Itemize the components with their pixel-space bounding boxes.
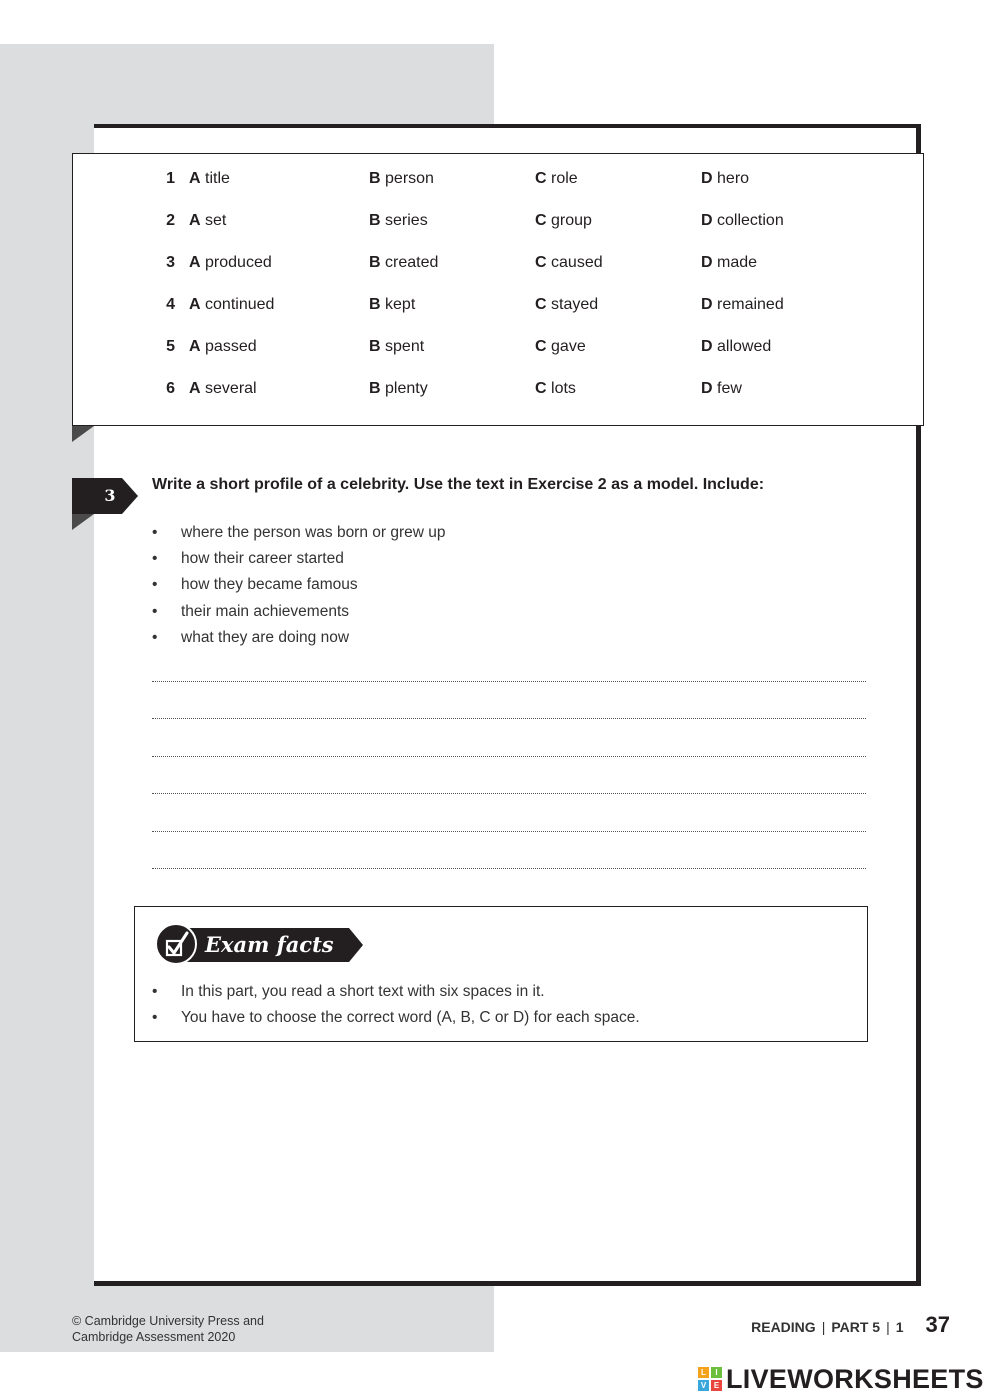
answer-line[interactable] [152, 756, 866, 757]
question-number: 2 [166, 212, 175, 229]
list-item: • what they are doing now [152, 625, 446, 651]
exam-facts-title: Exam facts [205, 932, 334, 957]
answer-line[interactable] [152, 868, 866, 869]
liveworksheets-logo[interactable] [698, 1364, 984, 1394]
list-item: • In this part, you read a short text with six spaces in it. [152, 979, 640, 1005]
answer-option[interactable]: B series [369, 212, 428, 229]
logo-tile: I [711, 1367, 722, 1378]
answer-option[interactable]: A title [189, 170, 230, 187]
list-item: • their main achievements [152, 599, 446, 625]
page-footer [751, 1312, 950, 1342]
exam-facts-banner [157, 927, 369, 965]
list-item: • how their career started [152, 546, 446, 572]
question-number: 5 [166, 338, 175, 355]
answer-line[interactable] [152, 718, 866, 719]
answer-option[interactable]: A several [189, 380, 257, 397]
answer-option[interactable]: B plenty [369, 380, 428, 397]
answer-option[interactable]: D few [701, 380, 742, 397]
copyright-notice: © Cambridge University Press and Cambridge Assessment 2020 [72, 1314, 264, 1344]
question-number: 4 [166, 296, 175, 313]
options-fold-corner [72, 426, 94, 442]
table-row [73, 209, 923, 233]
table-row [73, 377, 923, 401]
logo-tile: E [711, 1380, 722, 1391]
answer-option[interactable]: B spent [369, 338, 425, 355]
table-row [73, 335, 923, 359]
question-number: 6 [166, 380, 175, 397]
answer-option[interactable]: A passed [189, 338, 257, 355]
table-row [73, 251, 923, 275]
answer-option[interactable]: D remained [701, 296, 784, 313]
options-table [72, 153, 924, 426]
page-number: 37 [925, 1312, 950, 1337]
answer-line[interactable] [152, 681, 866, 682]
exam-facts-list [152, 979, 640, 1031]
list-item: • where the person was born or grew up [152, 520, 446, 546]
answer-option[interactable]: D hero [701, 170, 750, 187]
answer-option[interactable]: C gave [535, 338, 586, 355]
exercise-fold-corner [72, 514, 94, 530]
section-label: READING | PART 5 | 1 [751, 1319, 904, 1335]
answer-option[interactable]: B kept [369, 296, 416, 313]
answer-option[interactable]: D collection [701, 212, 784, 229]
table-row [73, 167, 923, 191]
answer-option[interactable]: C role [535, 170, 578, 187]
answer-option[interactable]: B created [369, 254, 439, 271]
exercise-number: 3 [104, 486, 116, 505]
table-row [73, 293, 923, 317]
answer-option[interactable]: A continued [189, 296, 275, 313]
list-item: • how they became famous [152, 572, 446, 598]
answer-option[interactable]: C lots [535, 380, 576, 397]
checkbox-tick-icon [155, 923, 197, 965]
answer-option[interactable]: C group [535, 212, 592, 229]
answer-line[interactable] [152, 831, 866, 832]
question-number: 1 [166, 170, 175, 187]
logo-icon [698, 1367, 722, 1391]
answer-line[interactable] [152, 793, 866, 794]
exercise-number-tab [72, 478, 140, 514]
exercise-instruction: Write a short profile of a celebrity. Use the text in Exercise 2 as a model. Include: [152, 476, 765, 493]
answer-option[interactable]: D allowed [701, 338, 772, 355]
answer-option[interactable]: B person [369, 170, 434, 187]
answer-option[interactable]: C caused [535, 254, 603, 271]
answer-option[interactable]: D made [701, 254, 758, 271]
question-number: 3 [166, 254, 175, 271]
include-list [152, 520, 446, 651]
exam-facts-box [134, 906, 868, 1042]
list-item: • You have to choose the correct word (A, B, C or D) for each space. [152, 1005, 640, 1031]
logo-tile: L [698, 1367, 709, 1378]
logo-tile: V [698, 1380, 709, 1391]
answer-option[interactable]: A set [189, 212, 227, 229]
answer-option[interactable]: C stayed [535, 296, 599, 313]
logo-text: LIVEWORKSHEETS [726, 1363, 984, 1394]
answer-option[interactable]: A produced [189, 254, 272, 271]
